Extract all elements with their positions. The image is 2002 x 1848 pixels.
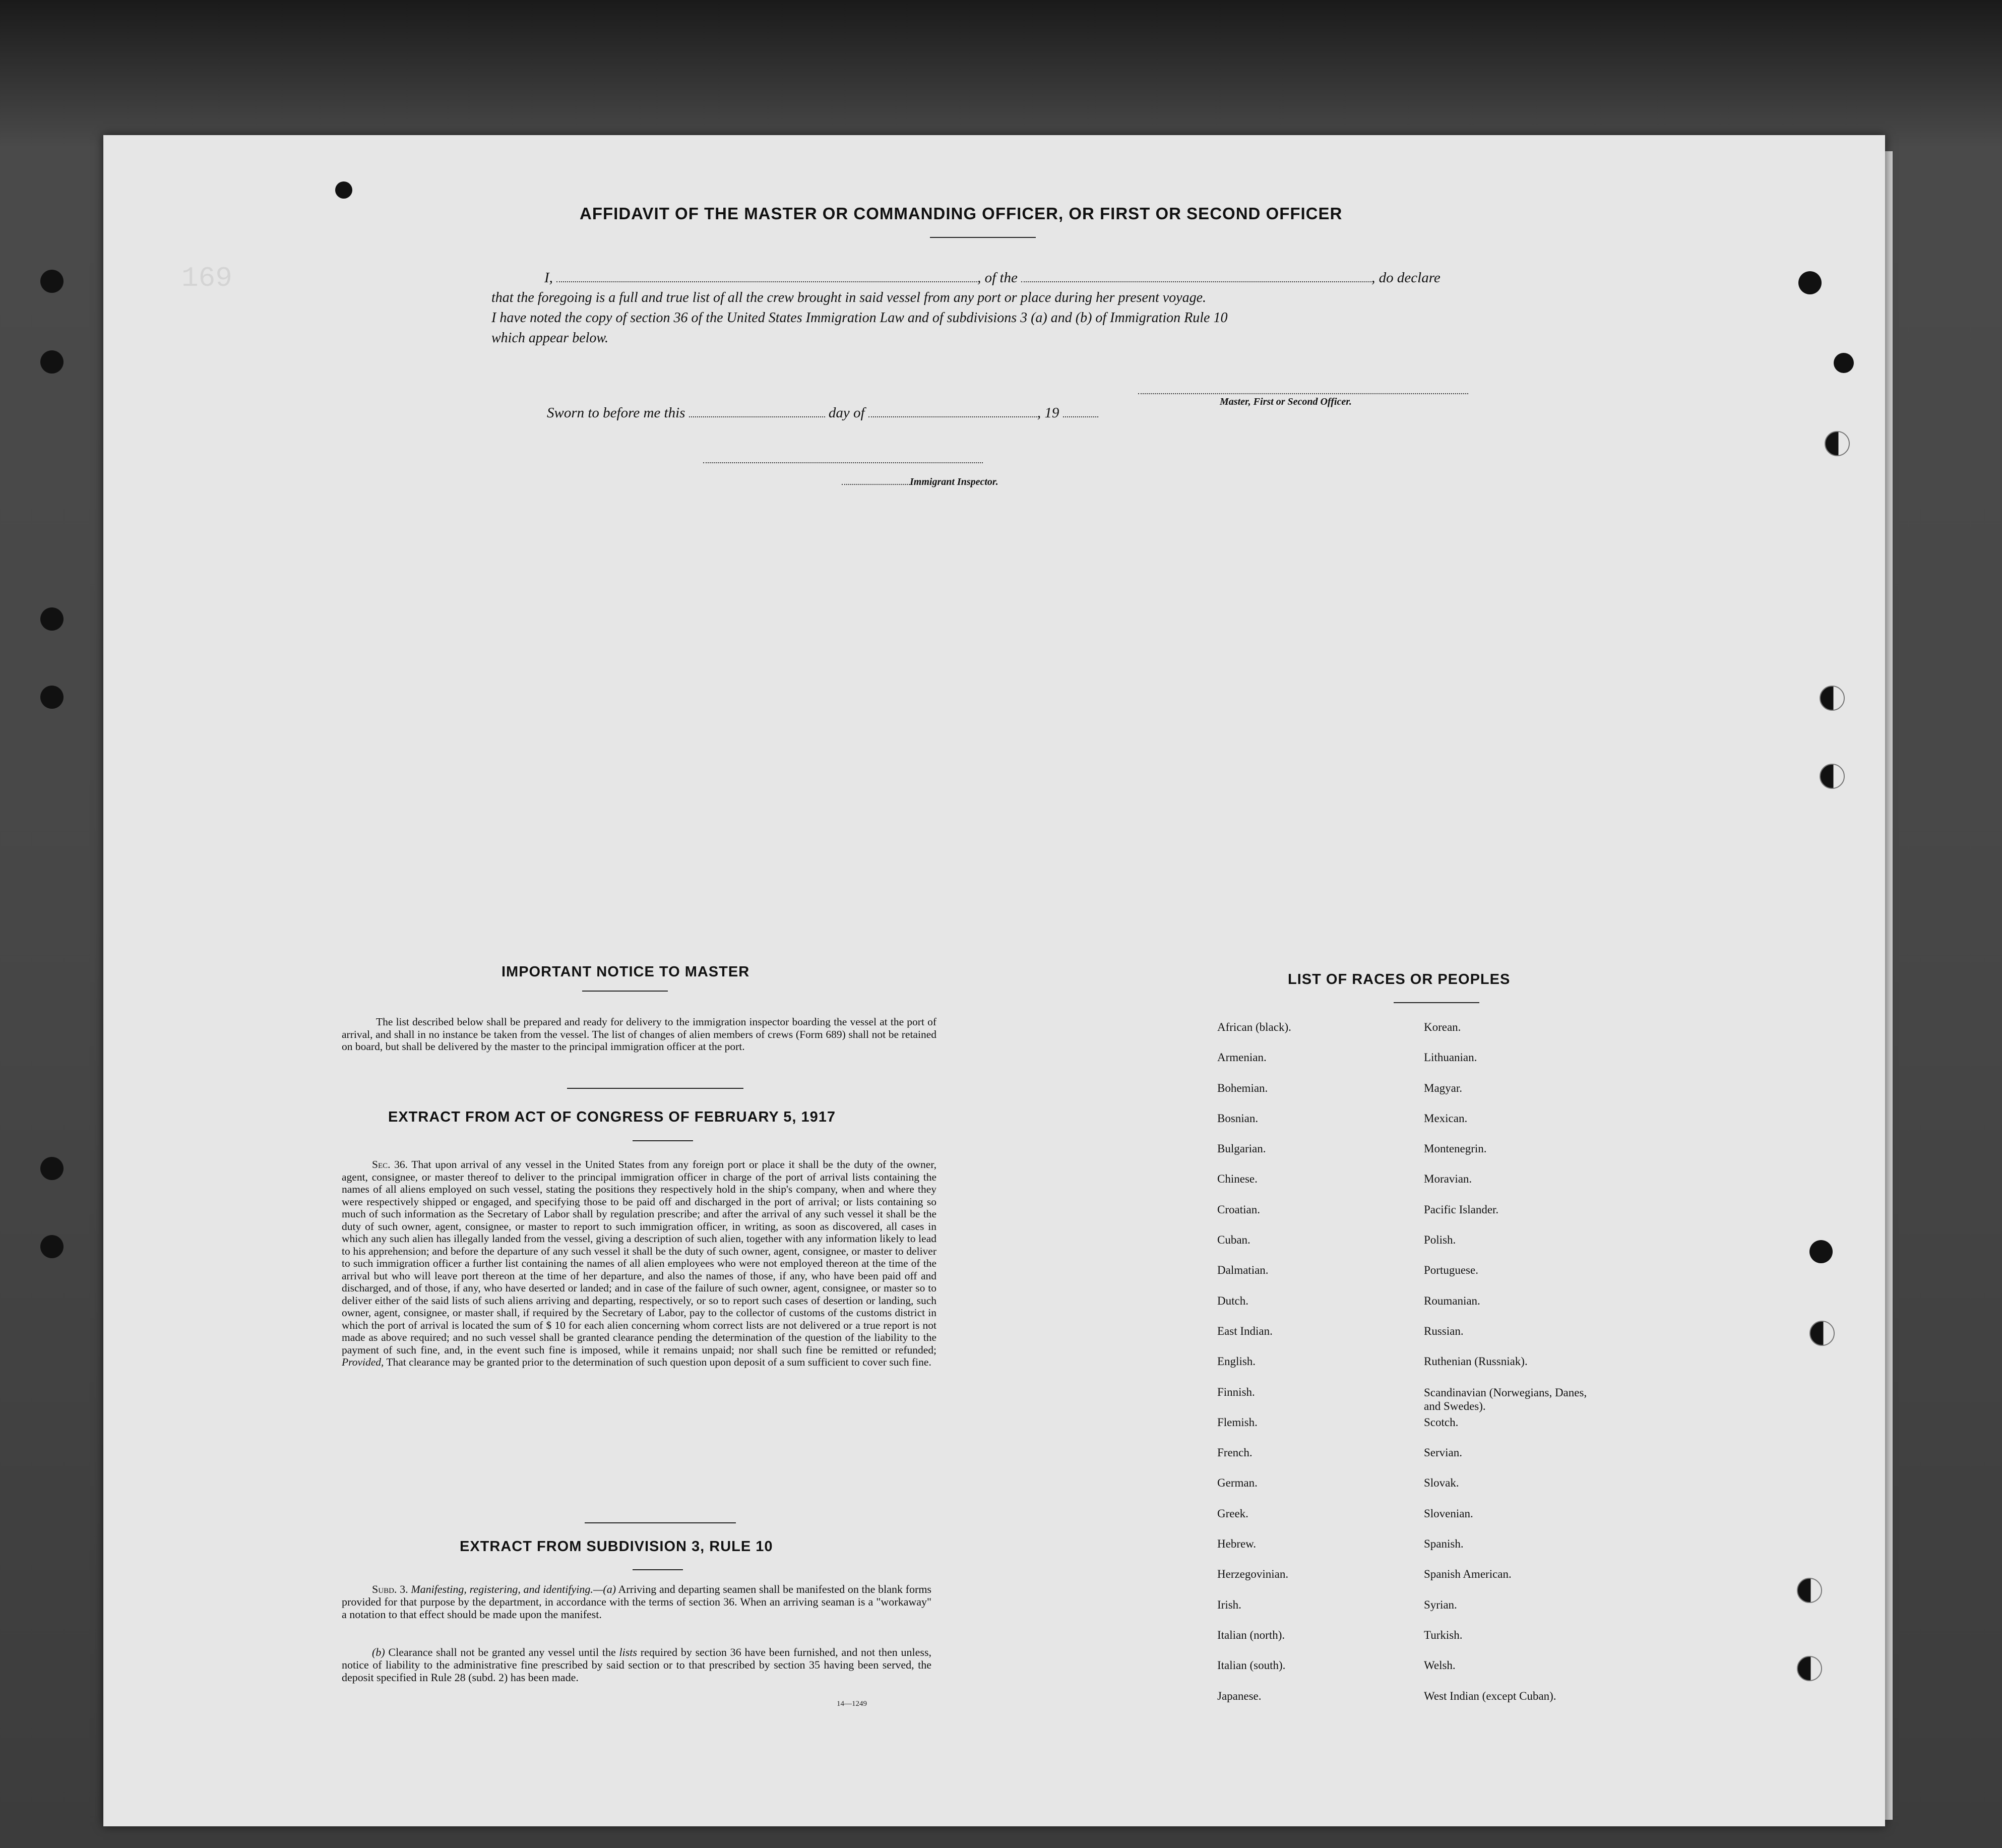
affidavit-of-label: , of the: [977, 270, 1018, 286]
notice-title: IMPORTANT NOTICE TO MASTER: [502, 964, 750, 980]
punch-hole: [1834, 353, 1854, 373]
race-item: Spanish.: [1424, 1537, 1464, 1551]
punch-hole: [1820, 686, 1845, 711]
race-item: Slovenian.: [1424, 1507, 1473, 1520]
affidavit-line-1: [544, 270, 1441, 286]
affidavit-line-4: which appear below.: [491, 330, 609, 346]
race-item: West Indian (except Cuban).: [1424, 1689, 1556, 1702]
sworn-line: [547, 405, 1098, 421]
race-item: Slovak.: [1424, 1476, 1459, 1490]
race-item: Hebrew.: [1217, 1537, 1257, 1551]
inspector-signature-caption: [842, 476, 998, 488]
race-item: Dalmatian.: [1217, 1264, 1269, 1277]
rule10-title: EXTRACT FROM SUBDIVISION 3, RULE 10: [460, 1538, 773, 1555]
punch-hole: [1798, 271, 1822, 294]
race-item: Dutch.: [1217, 1294, 1248, 1307]
act-section-label: Sec. 36.: [372, 1158, 408, 1171]
master-name-field[interactable]: [556, 270, 977, 282]
notice-divider: [567, 1088, 743, 1089]
race-item: Korean.: [1424, 1021, 1461, 1033]
rule10-subd-b: [342, 1646, 931, 1684]
race-item: Roumanian.: [1424, 1294, 1480, 1307]
race-item: Montenegrin.: [1424, 1142, 1487, 1155]
punch-hole: [1820, 764, 1845, 789]
race-item: Cuban.: [1217, 1234, 1250, 1247]
punch-hole: [40, 686, 64, 709]
affidavit-declare-label: , do declare: [1371, 270, 1441, 286]
races-right-column: [1424, 1021, 1625, 1720]
affidavit-title-rule: [930, 237, 1036, 238]
rule10-b-label: (b): [372, 1646, 385, 1658]
punch-hole: [1825, 431, 1850, 456]
act-title: EXTRACT FROM ACT OF CONGRESS OF FEBRUARY 5, 1917: [388, 1109, 836, 1125]
rule10-title-rule: [633, 1569, 683, 1570]
affidavit-title: AFFIDAVIT OF THE MASTER OR COMMANDING OFFICER, OR FIRST OR SECOND OFFICER: [580, 204, 1343, 223]
race-item: Spanish American.: [1424, 1568, 1512, 1581]
punch-hole: [1797, 1656, 1822, 1681]
punch-hole: [40, 1157, 64, 1180]
rule10-subd-b-lists: lists: [619, 1646, 637, 1658]
inspector-caption-leader: [842, 477, 910, 485]
affidavit-line-2: that the foregoing is a full and true list of all the crew brought in said vessel from any port or place during her present voyage.: [491, 290, 1207, 305]
race-item: Croatian.: [1217, 1203, 1260, 1216]
race-item: Moravian.: [1424, 1173, 1472, 1186]
race-item: Welsh.: [1424, 1659, 1456, 1672]
act-section-text-end: That clearance may be granted prior to the determination of such question upon deposit of a sum sufficient to cover such fine.: [386, 1356, 931, 1368]
inspector-signature-field[interactable]: [703, 451, 983, 463]
sworn-day-label: day of: [828, 405, 865, 421]
notice-body: The list described below shall be prepared and ready for delivery to the immigration inspector boarding the vessel at the port of arrival, and shall in no instance be taken from the vessel. The list of changes of alien members of crews (Form 689) shall not be retained on board, but shall be delivered by the master to the principal immigration officer at the port.: [342, 1016, 936, 1053]
act-proviso: Provided,: [342, 1356, 384, 1368]
sworn-month-field[interactable]: [868, 405, 1037, 417]
vessel-name-field[interactable]: [1021, 270, 1371, 282]
rule10-subd-heading: Manifesting, registering, and identifying.—(a): [411, 1583, 616, 1595]
races-title: LIST OF RACES OR PEOPLES: [1288, 971, 1511, 988]
punch-hole: [335, 181, 352, 199]
race-item: Magyar.: [1424, 1081, 1463, 1094]
race-item: Herzegovinian.: [1217, 1568, 1289, 1581]
race-item: Bulgarian.: [1217, 1142, 1266, 1155]
form-number: 14—1249: [837, 1700, 867, 1708]
bleed-through-number: 169: [181, 262, 232, 294]
race-item: Greek.: [1217, 1507, 1248, 1520]
officer-signature-field[interactable]: [1138, 382, 1468, 394]
punch-hole: [40, 350, 64, 374]
race-item: African (black).: [1217, 1021, 1291, 1033]
race-item: Servian.: [1424, 1446, 1463, 1459]
race-item: Lithuanian.: [1424, 1051, 1477, 1064]
inspector-caption-text: Immigrant Inspector.: [910, 476, 998, 487]
affidavit-i-label: I,: [544, 270, 553, 286]
rule10-subd-b-text-2: required by section 36 have been furnished, and not then unless, notice of liability to the administrative fine prescribed by said section or to that prescribed by section 35 having been served, the deposit specified in Rule 28 (subd. 2) has been made.: [342, 1646, 932, 1684]
notice-title-rule: [582, 991, 668, 992]
punch-hole: [1797, 1578, 1822, 1603]
act-divider: [585, 1522, 736, 1523]
sworn-prefix: Sworn to before me this: [547, 405, 685, 421]
race-item: Pacific Islander.: [1424, 1203, 1499, 1216]
race-item: Scotch.: [1424, 1415, 1459, 1429]
race-item: Portuguese.: [1424, 1264, 1478, 1277]
rule10-subd-b-text-1: Clearance shall not be granted any vessel until the: [388, 1646, 616, 1658]
race-item: Italian (south).: [1217, 1659, 1286, 1672]
punch-hole: [1809, 1240, 1833, 1263]
race-item: Syrian.: [1424, 1598, 1457, 1611]
race-item: German.: [1217, 1476, 1258, 1490]
sworn-day-field[interactable]: [689, 405, 825, 417]
race-item: Scandinavian (Norwegians, Danes, and Swedes).: [1424, 1386, 1587, 1412]
race-item: Russian.: [1424, 1324, 1464, 1337]
race-item: Bohemian.: [1217, 1081, 1268, 1094]
affidavit-line-3: I have noted the copy of section 36 of the United States Immigration Law and of subdivisions 3 (a) and (b) of Immigration Rule 10: [491, 310, 1228, 326]
race-item: East Indian.: [1217, 1324, 1273, 1337]
race-item: Polish.: [1424, 1234, 1456, 1247]
race-item: Turkish.: [1424, 1628, 1463, 1641]
race-item: Flemish.: [1217, 1415, 1258, 1429]
sworn-year-field[interactable]: [1063, 405, 1098, 417]
races-left-column: [1217, 1021, 1389, 1720]
races-title-rule: [1394, 1002, 1479, 1003]
race-item: Armenian.: [1217, 1051, 1267, 1064]
race-item: Mexican.: [1424, 1112, 1468, 1125]
punch-hole: [40, 1235, 64, 1258]
race-item: Finnish.: [1217, 1385, 1255, 1398]
race-item: Bosnian.: [1217, 1112, 1259, 1125]
race-item: French.: [1217, 1446, 1253, 1459]
race-item: Irish.: [1217, 1598, 1241, 1611]
act-body: [342, 1158, 936, 1369]
rule10-subd-a: [342, 1583, 931, 1621]
race-item: English.: [1217, 1355, 1256, 1368]
act-section-text: That upon arrival of any vessel in the United States from any foreign port or place it shall be the duty of the owner, agent, consignee, or master thereof to deliver to the principal immigration officer in charge of the port of arrival lists containing the names of all aliens employed on such vessel, stating the positions they respectively hold in the ship's company, when and where they were respectively shipped or engaged, and specifying those to be paid off and discharged in the port of arrival; or lists containing so much of such information as the Secretary of Labor shall by regulation prescribe; and after the arrival of any such vessel it shall be the duty of such owner, agent, consignee, or master to report to such immigration officer, in writing, as soon as discovered, all cases in which any such alien has illegally landed from the vessel, giving a description of such alien, together with any information likely to lead to his apprehension; and before the departure of any such vessel it shall be the duty of such owner, agent, consignee, or master to deliver to such immigration officer a further list containing the names of all alien employees who were not employed thereon at the time of the arrival but who will leave port thereon at the time of her departure, and also the names of those, if any, who have been paid off and discharged, and of those, if any, who have deserted or landed; and in case of the failure of such owner, agent, consignee, or master so to deliver either of the said lists of such aliens arriving and departing, respectively, or so to report such cases of desertion or landing, such owner, agent, consignee, or master shall, if required by the Secretary of Labor, pay to the collector of customs of the customs district in which the port of arrival is located the sum of $ 10 for each alien concerning whom correct lists are not delivered or a true report is not made as above required; and no such vessel shall be granted clearance pending the determination of the question of the liability to the payment of such fine, and, in the event such fine is imposed, while it remains unpaid; nor shall such fine be remitted or refunded;: [342, 1158, 936, 1356]
rule10-subd-label: Subd. 3.: [372, 1583, 408, 1595]
race-item: Japanese.: [1217, 1689, 1262, 1702]
act-title-rule: [633, 1140, 693, 1141]
punch-hole: [40, 607, 64, 631]
officer-signature-caption: Master, First or Second Officer.: [1220, 396, 1352, 407]
punch-hole: [1809, 1321, 1835, 1346]
punch-hole: [40, 270, 64, 293]
rule10-subd-a-text: Arriving and departing seamen shall be manifested on the blank forms provided for that purpose by the department, in accordance with the terms of section 36. When an arriving seaman is a "workaway" a notation to that effect should be made upon the manifest.: [342, 1583, 931, 1621]
race-item: Ruthenian (Russniak).: [1424, 1355, 1528, 1368]
race-item: Italian (north).: [1217, 1628, 1285, 1641]
sworn-year-label: , 19: [1037, 405, 1059, 421]
race-item: Chinese.: [1217, 1173, 1258, 1186]
